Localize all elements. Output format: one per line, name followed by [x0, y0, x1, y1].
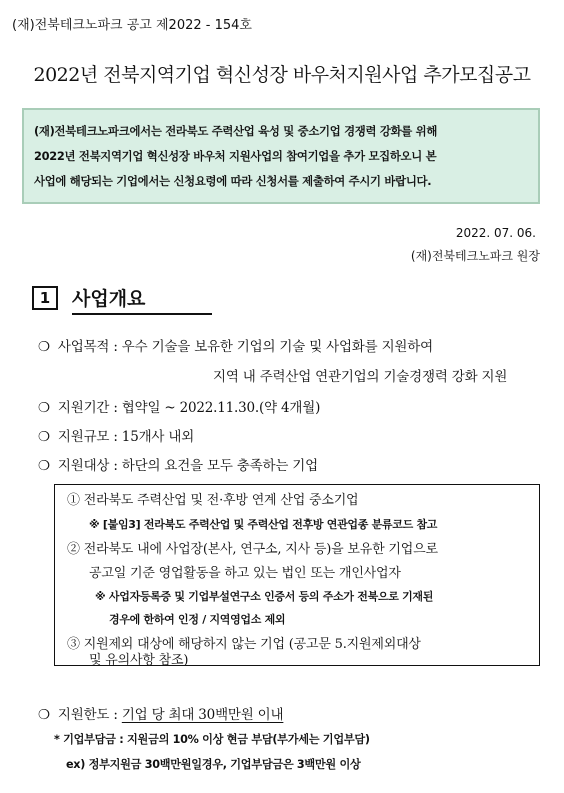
period-text: 지원기간 : 협약일 ~ 2022.11.30.(약 4개월) — [57, 400, 321, 416]
period-item — [38, 396, 320, 416]
scale-item — [38, 425, 194, 445]
purpose-text-2: 지역 내 주력산업 연관기업의 기술경쟁력 강화 지원 — [213, 369, 508, 385]
intro-line-3: 사업에 해당되는 기업에서는 신청요령에 따라 신청서를 제출하여 주시기 바랍니다. — [34, 174, 432, 188]
criterion-3-line-1: ③ 지원제외 대상에 해당하지 않는 기업 (공고문 5.지원제외대상 — [67, 637, 421, 652]
criterion-1: ① 전라북도 주력산업 및 전·후방 연계 산업 중소기업 — [67, 493, 359, 508]
share-example: ex) 정부지원금 30백만원일경우, 기업부담금은 3백만원 이상 — [66, 758, 361, 771]
criterion-1-note: ※ [붙임3] 전라북도 주력산업 및 주력산업 전후방 연관업종 분류코드 참고 — [89, 518, 438, 531]
announcement-date: 2022. 07. 06. — [455, 226, 536, 240]
circle-bullet-icon: ❍ — [38, 339, 50, 355]
scale-text: 지원규모 : 15개사 내외 — [57, 429, 195, 445]
intro-line-1: (재)전북테크노파크에서는 전라북도 주력산업 육성 및 중소기업 경쟁력 강화를 위해 — [34, 124, 438, 138]
circle-bullet-icon: ❍ — [38, 429, 50, 445]
share-note: * 기업부담금 : 지원금의 10% 이상 현금 부담(부가세는 기업부담) — [54, 733, 370, 746]
limit-item — [38, 703, 283, 723]
section-number: 1 — [32, 286, 58, 310]
circle-bullet-icon: ❍ — [38, 400, 50, 416]
criterion-2-note-1: ※ 사업자등록증 및 기업부설연구소 인증서 등의 주소가 전북으로 기재된 — [95, 590, 434, 603]
section-title: 사업개요 — [72, 284, 212, 315]
notice-number: (재)전북테크노파크 공고 제2022 - 154호 — [12, 18, 252, 33]
issuer: (재)전북테크노파크 원장 — [410, 249, 540, 263]
criteria-box — [54, 484, 540, 666]
criterion-2-line-2: 공고일 기준 영업활동을 하고 있는 법인 또는 개인사업자 — [89, 566, 401, 581]
limit-label: 지원한도 : — [57, 707, 122, 723]
page-title: 2022년 전북지역기업 혁신성장 바우처지원사업 추가모집공고 — [33, 64, 531, 86]
intro-line-2: 2022년 전북지역기업 혁신성장 바우처 지원사업의 참여기업을 추가 모집하오니 본 — [34, 149, 437, 163]
circle-bullet-icon: ❍ — [38, 458, 50, 474]
criterion-2-note-2: 경우에 한하여 인정 / 지역영업소 제외 — [109, 613, 286, 626]
criterion-3-line-2: 및 유의사항 참조) — [89, 653, 189, 668]
circle-bullet-icon: ❍ — [38, 707, 50, 723]
criterion-2-line-1: ② 전라북도 내에 사업장(본사, 연구소, 지사 등)을 보유한 기업으로 — [67, 542, 438, 557]
limit-value: 기업 당 최대 30백만원 이내 — [121, 707, 284, 723]
purpose-text-1: 사업목적 : 우수 기술을 보유한 기업의 기술 및 사업화를 지원하여 — [57, 339, 433, 355]
intro-box — [22, 108, 540, 204]
purpose-item — [38, 335, 433, 355]
target-text: 지원대상 : 하단의 요건을 모두 충족하는 기업 — [57, 458, 318, 474]
target-item — [38, 454, 318, 474]
